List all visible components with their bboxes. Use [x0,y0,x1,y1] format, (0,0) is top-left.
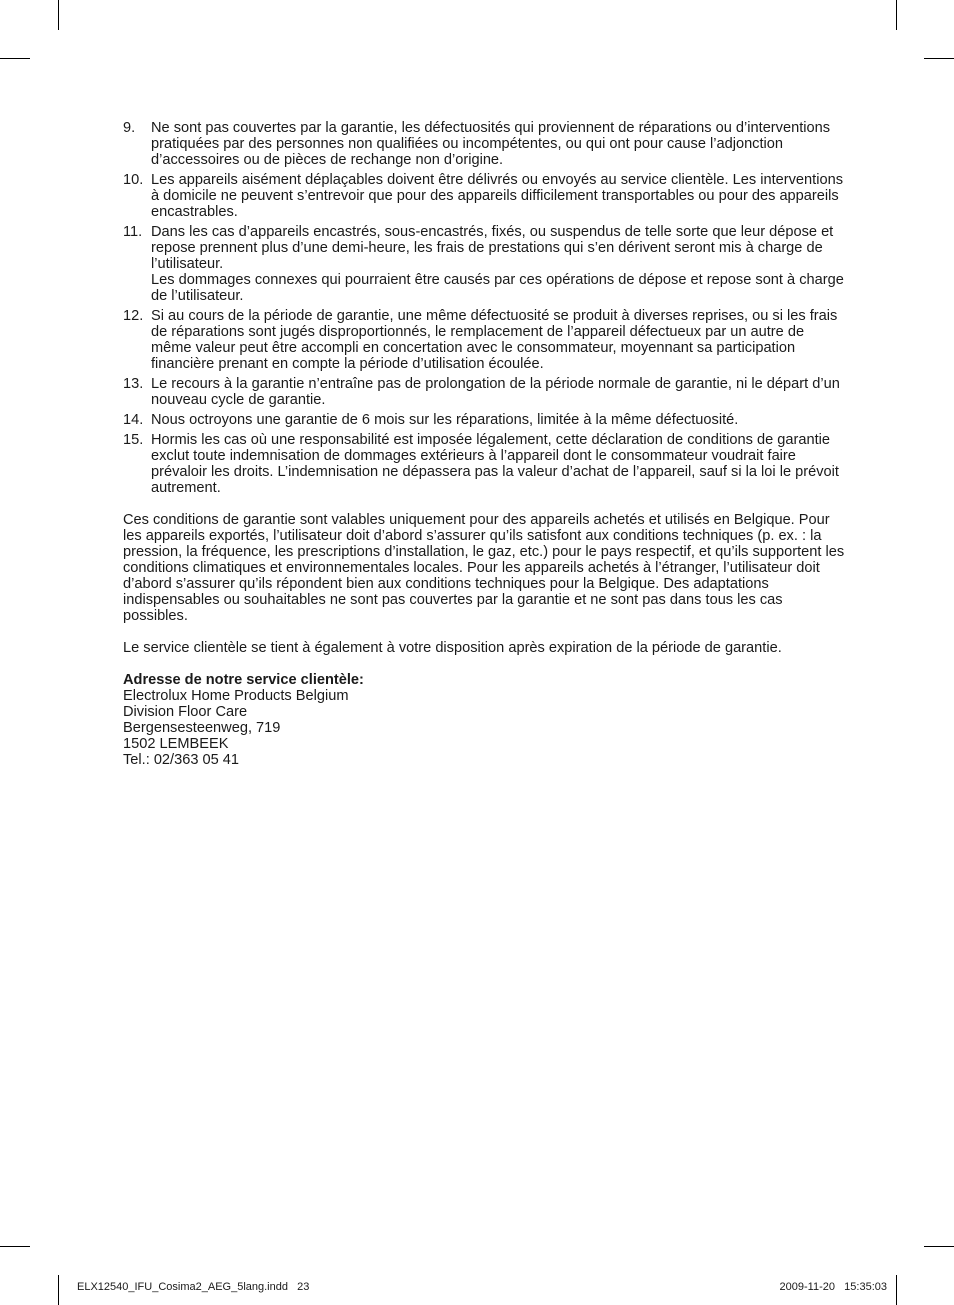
warranty-clauses-list [123,120,847,496]
crop-mark-top-right [896,0,897,30]
warranty-conditions-paragraph: Ces conditions de garantie sont valables uniquement pour des appareils achetés et utilisés en Belgique. Pour les appareils exportés, l’utilisateur doit d’abord s’assurer qu’ils satisfont aux conditions techniques (p. ex. : la pression, la fréquence, les prescriptions d’installation, le gaz, etc.) pour le pays respectif, et qu’ils supportent les conditions climatiques et environnementales locales. Pour les appareils achetés à l’étranger, l’utilisateur doit d’abord s’assurer qu’ils répondent bien aux conditions techniques pour la Belgique. Des adaptations indispensables ou souhaitables ne sont pas couvertes par la garantie et ne sont pas dans tous les cas possibles. [123,512,845,624]
clause-item [123,172,847,220]
clause-text: Les appareils aisément déplaçables doivent être délivrés ou envoyés au service clientèle. Les interventions à domicile ne peuvent s’entrevoir que pour des appareils difficilement transportables ou pour des appareils encastrables. [151,172,843,220]
crop-mark-bottom-left-h [0,1246,30,1247]
document-body [123,120,847,768]
clause-item [123,412,847,428]
clause-number: 13. [123,376,144,392]
spacer [123,500,847,512]
clause-text: Le recours à la garantie n’entraîne pas de prolongation de la période normale de garantie, ni le départ d’un nouveau cycle de garantie. [151,376,840,408]
spacer [123,624,847,640]
address-line-company: Electrolux Home Products Belgium [123,688,349,704]
clause-item [123,432,847,496]
clause-number: 10. [123,172,144,188]
service-address-block [123,672,847,768]
clause-item [123,224,847,304]
clause-number: 15. [123,432,144,448]
footer-timestamp: 2009-11-20 15:35:03 [779,1281,887,1293]
clause-item [123,376,847,408]
clause-number: 9. [123,120,136,136]
clause-text: Dans les cas d’appareils encastrés, sous-encastrés, fixés, ou suspendus de telle sorte que leur dépose et repose prennent plus d’une demi-heure, les frais de prestations qui s’en dérivent seront mis à charge de l’utilisateur. [151,224,834,272]
clause-text: Nous octroyons une garantie de 6 mois sur les réparations, limitée à la même défectuosité. [151,412,739,428]
clause-number: 12. [123,308,144,324]
clause-number: 14. [123,412,144,428]
clause-text-continued: Les dommages connexes qui pourraient être causés par ces opérations de dépose et repose sont à charge de l’utilisateur. [151,272,844,304]
clause-text: Si au cours de la période de garantie, une même défectuosité se produit à diverses reprises, ou si les frais de réparations sont jugés disproportionnés, le remplacement de l’appareil défectueux par un autre de même valeur peut être accompli en concertation avec le consommateur, moyennant sa participation financière prenant en compte la période d’utilisation écoulée. [151,308,838,372]
address-line-city: 1502 LEMBEEK [123,736,229,752]
crop-mark-bottom-left [58,1275,59,1305]
crop-mark-bottom-right [896,1275,897,1305]
spacer [123,656,847,672]
crop-mark-top-left [58,0,59,30]
clause-text: Hormis les cas où une responsabilité est imposée légalement, cette déclaration de conditions de garantie exclut toute indemnisation de dommages extérieurs à l’appareil dont le consommateur voudrait faire prévaloir les droits. L’indemnisation ne dépassera pas la valeur d’achat de l’appareil, sauf si la loi le prévoit autrement. [151,432,839,496]
crop-mark-bottom-right-h [924,1246,954,1247]
address-line-phone: Tel.: 02/363 05 41 [123,752,240,768]
crop-mark-top-right-h [924,58,954,59]
clause-number: 11. [123,224,143,240]
crop-mark-top-left-h [0,58,30,59]
service-availability-paragraph: Le service clientèle se tient à également à votre disposition après expiration de la période de garantie. [123,640,782,656]
clause-item [123,308,847,372]
clause-item [123,120,847,168]
footer-file-info: ELX12540_IFU_Cosima2_AEG_5lang.indd 23 [77,1281,310,1293]
address-line-street: Bergensesteenweg, 719 [123,720,281,736]
clause-text: Ne sont pas couvertes par la garantie, les défectuosités qui proviennent de réparations ou d’interventions pratiquées par des personnes non qualifiées ou incompétentes, ou qui ont pour cause l’adjonction d’accessoires ou de pièces de rechange non d’origine. [151,120,831,168]
address-heading: Adresse de notre service clientèle: [123,672,364,688]
address-line-division: Division Floor Care [123,704,248,720]
